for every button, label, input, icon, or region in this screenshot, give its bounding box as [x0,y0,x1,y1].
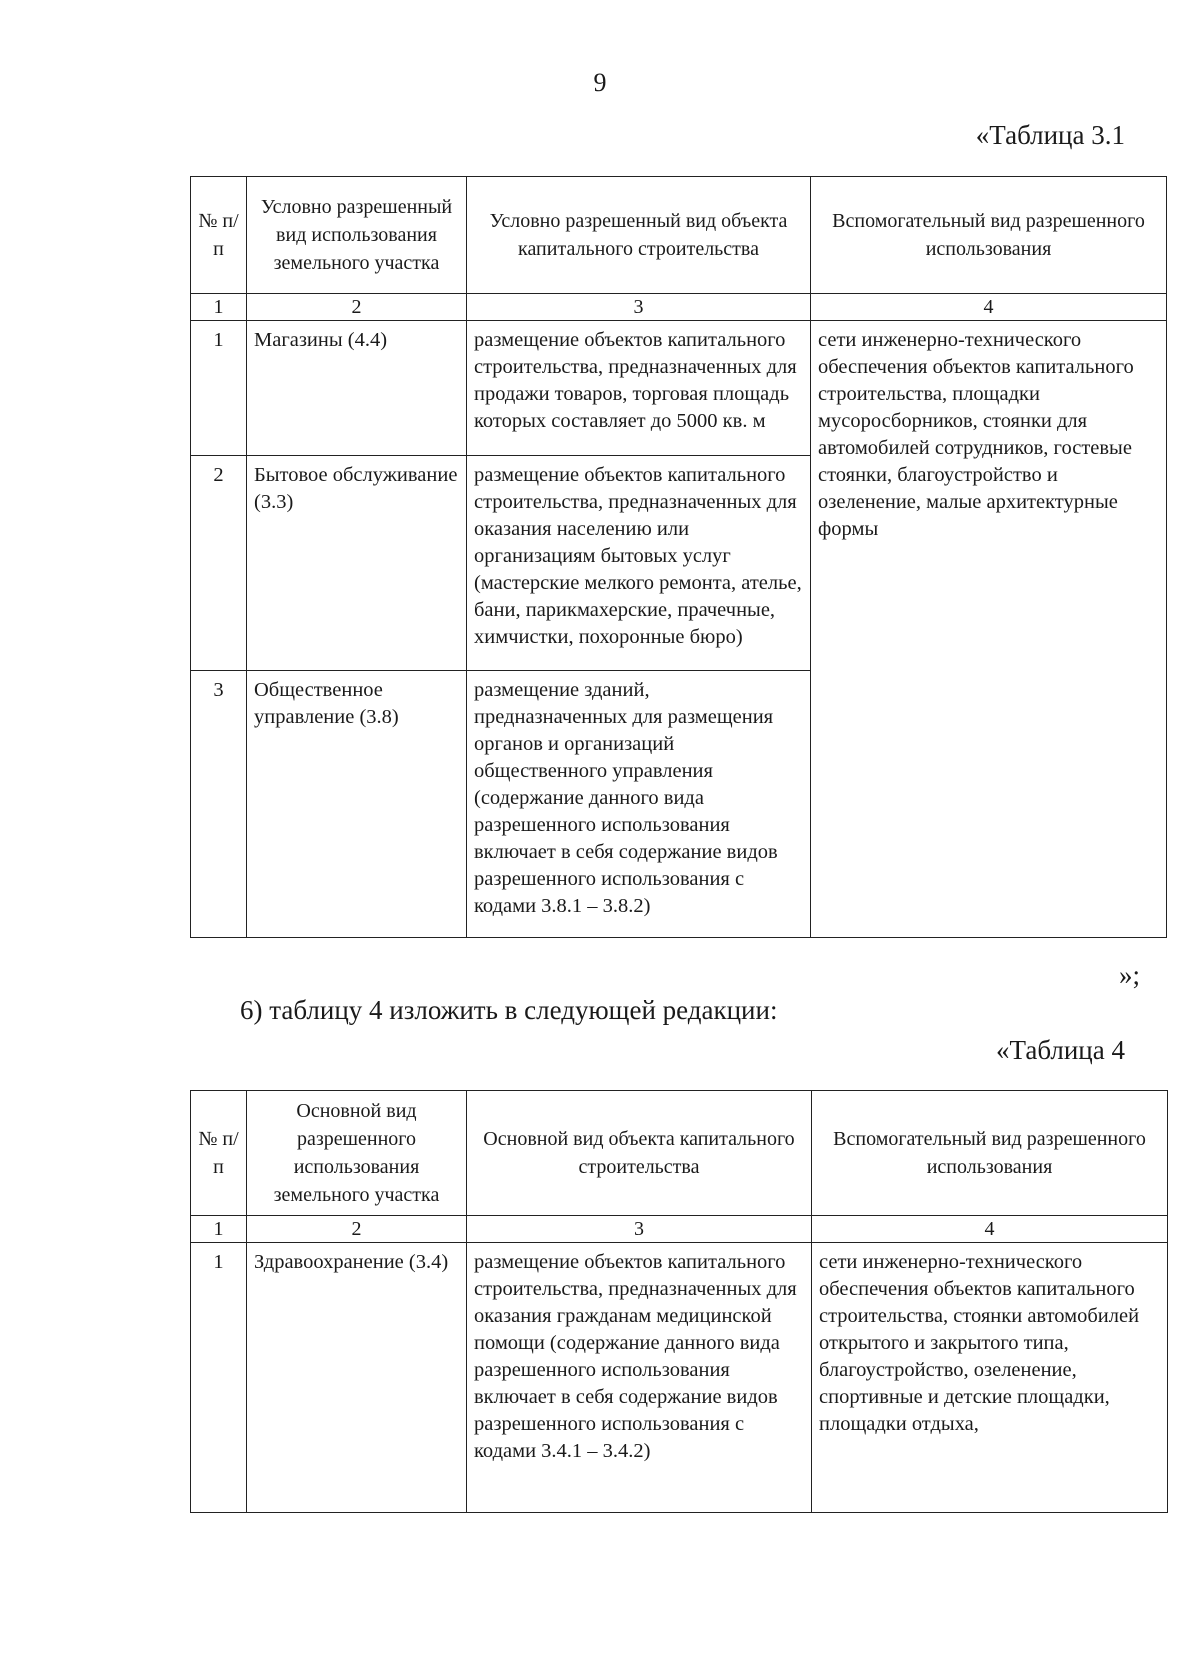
row-number: 3 [191,671,247,938]
object-cell: размещение объектов капитального строительства, предназначенных для оказания гражданам медицинской помощи (содержание данного вида разрешенного использования включает в себя содержание видов разрешенного использования с кодами 3.4.1 – 3.4.2) [467,1243,812,1513]
land-use-cell: Бытовое обслуживание (3.3) [247,456,467,671]
auxiliary-cell: сети инженерно-технического обеспечения объектов капитального строительства, стоянки автомобилей открытого и закрытого типа, благоустройство, озеленение, спортивные и детские площадки, площадки отдыха, [812,1243,1168,1513]
header-land-use: Условно разрешенный вид использования земельного участка [247,177,467,294]
object-cell: размещение объектов капитального строительства, предназначенных для оказания населению или организациям бытовых услуг (мастерские мелкого ремонта, ателье, бани, парикмахерские, прачечные, химчистки, похоронные бюро) [467,456,811,671]
header-auxiliary: Вспомогательный вид разрешенного использования [812,1091,1168,1216]
column-number: 2 [247,294,467,321]
land-use-cell: Магазины (4.4) [247,321,467,456]
row-number: 2 [191,456,247,671]
land-use-cell: Здравоохранение (3.4) [247,1243,467,1513]
header-num: № п/п [191,1091,247,1216]
table-caption-4: «Таблица 4 [996,1035,1125,1065]
closing-quote: »; [1118,960,1140,990]
row-number: 1 [191,321,247,456]
instruction-text: 6) таблицу 4 изложить в следующей редакции: [240,995,778,1025]
table-header-row [191,1091,1168,1216]
header-num: № п/п [191,177,247,294]
column-number: 3 [467,294,811,321]
object-cell: размещение объектов капитального строительства, предназначенных для продажи товаров, торговая площадь которых составляет до 5000 кв. м [467,321,811,456]
table-header-row [191,177,1167,294]
column-number: 2 [247,1216,467,1243]
column-number-row [191,294,1167,321]
table-3-1 [190,176,1167,938]
page-number: 9 [593,68,607,97]
table-4 [190,1090,1168,1513]
column-number: 1 [191,294,247,321]
header-land-use: Основной вид разрешенного использования земельного участка [247,1091,467,1216]
column-number: 3 [467,1216,812,1243]
row-number: 1 [191,1243,247,1513]
column-number: 1 [191,1216,247,1243]
table-row [191,1243,1168,1513]
land-use-cell: Общественное управление (3.8) [247,671,467,938]
column-number-row [191,1216,1168,1243]
table-caption-3-1: «Таблица 3.1 [975,120,1125,150]
table-row [191,321,1167,456]
object-cell: размещение зданий, предназначенных для размещения органов и организаций общественного управления (содержание данного вида разрешенного использования включает в себя содержание видов разрешенного использования с кодами 3.8.1 – 3.8.2) [467,671,811,938]
column-number: 4 [812,1216,1168,1243]
header-auxiliary: Вспомогательный вид разрешенного использования [811,177,1167,294]
header-object: Условно разрешенный вид объекта капитального строительства [467,177,811,294]
column-number: 4 [811,294,1167,321]
header-object: Основной вид объекта капитального строительства [467,1091,812,1216]
auxiliary-cell: сети инженерно-технического обеспечения объектов капитального строительства, площадки мусоросборников, стоянки для автомобилей сотрудников, гостевые стоянки, благоустройство и озеленение, малые архитектурные формы [811,321,1167,938]
